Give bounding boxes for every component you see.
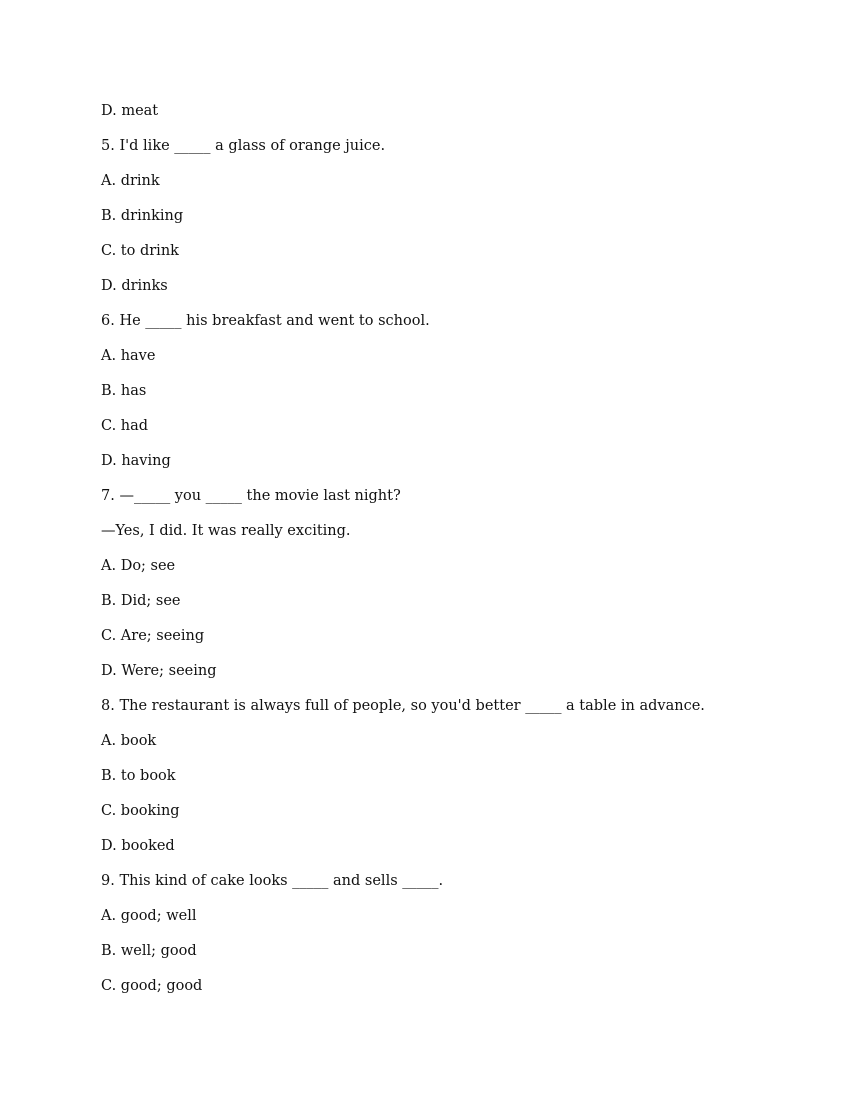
option-line: C. booking bbox=[101, 803, 180, 819]
option-line: B. Did; see bbox=[101, 593, 181, 609]
option-line: A. good; well bbox=[101, 908, 197, 924]
option-line: A. book bbox=[101, 733, 157, 749]
option-line: C. Are; seeing bbox=[101, 628, 205, 644]
option-line: B. to book bbox=[101, 768, 176, 784]
option-line: A. Do; see bbox=[101, 558, 176, 574]
question-line: 8. The restaurant is always full of people, so you'd better _____ a table in advance. bbox=[101, 698, 705, 714]
question-line: 9. This kind of cake looks _____ and sells _____. bbox=[101, 873, 444, 889]
option-line: B. has bbox=[101, 383, 147, 399]
option-line: D. having bbox=[101, 453, 171, 469]
question-line: 5. I'd like _____ a glass of orange juice. bbox=[101, 138, 386, 154]
question-line: 6. He _____ his breakfast and went to school. bbox=[101, 313, 430, 329]
option-line: C. to drink bbox=[101, 243, 179, 259]
option-line: D. booked bbox=[101, 838, 175, 854]
option-line: B. drinking bbox=[101, 208, 184, 224]
option-line: A. drink bbox=[101, 173, 160, 189]
option-line: D. meat bbox=[101, 103, 159, 119]
question-line: 7. —_____ you _____ the movie last night? bbox=[101, 488, 401, 504]
option-line: A. have bbox=[101, 348, 156, 364]
option-line: C. good; good bbox=[101, 978, 203, 994]
option-line: D. Were; seeing bbox=[101, 663, 217, 679]
option-line: B. well; good bbox=[101, 943, 197, 959]
dialogue-line: —Yes, I did. It was really exciting. bbox=[101, 523, 351, 539]
option-line: D. drinks bbox=[101, 278, 168, 294]
option-line: C. had bbox=[101, 418, 149, 434]
